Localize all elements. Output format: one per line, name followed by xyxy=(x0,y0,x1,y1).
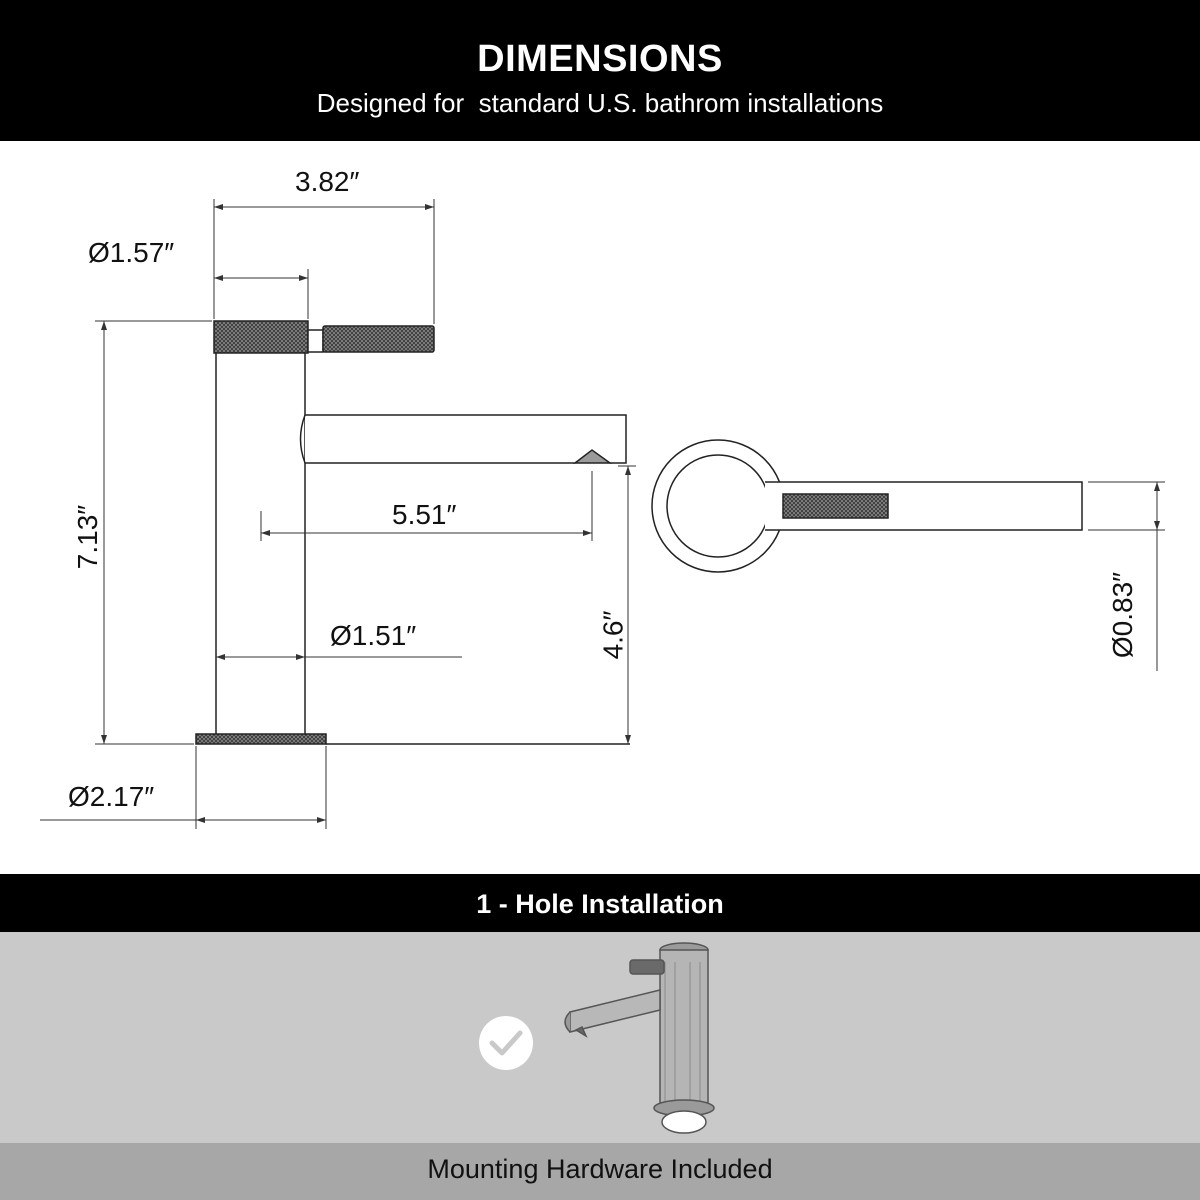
faucet-technical-drawing xyxy=(0,141,1200,874)
dim-overall-width: 3.82″ xyxy=(295,166,360,197)
top-view-inner-ring xyxy=(667,455,769,557)
dim-handle-diameter: Ø1.57″ xyxy=(88,237,175,268)
top-view-lever xyxy=(783,494,888,518)
installation-band xyxy=(0,874,1200,932)
base-plate xyxy=(196,734,326,744)
top-view-outer-ring xyxy=(652,440,784,572)
handle-cap xyxy=(214,321,308,353)
dim-spout-height: 4.6″ xyxy=(597,610,629,660)
dim-height: 7.13″ xyxy=(72,504,104,570)
dim-base-diameter: Ø2.17″ xyxy=(68,781,155,812)
dimension-drawing xyxy=(0,141,1200,874)
page-title: DIMENSIONS xyxy=(477,38,723,80)
installation-title: 1 - Hole Installation xyxy=(476,889,724,919)
handle-lever-stem xyxy=(308,330,323,352)
mounting-hardware-label: Mounting Hardware Included xyxy=(427,1154,773,1184)
dim-spout-diameter: Ø0.83″ xyxy=(1107,571,1139,659)
installation-illustration xyxy=(0,932,1200,1143)
page-subtitle: Designed for standard U.S. bathrom installations xyxy=(316,88,884,118)
header-banner xyxy=(0,0,1200,141)
handle-lever xyxy=(323,326,434,352)
dim-spout-reach: 5.51″ xyxy=(392,499,457,530)
installation-panel xyxy=(0,932,1200,1143)
faucet-sketch-icon xyxy=(565,943,714,1133)
dim-body-diameter: Ø1.51″ xyxy=(330,620,417,651)
spout xyxy=(305,415,626,463)
footer-bar xyxy=(0,1143,1200,1200)
check-icon xyxy=(479,1016,533,1070)
